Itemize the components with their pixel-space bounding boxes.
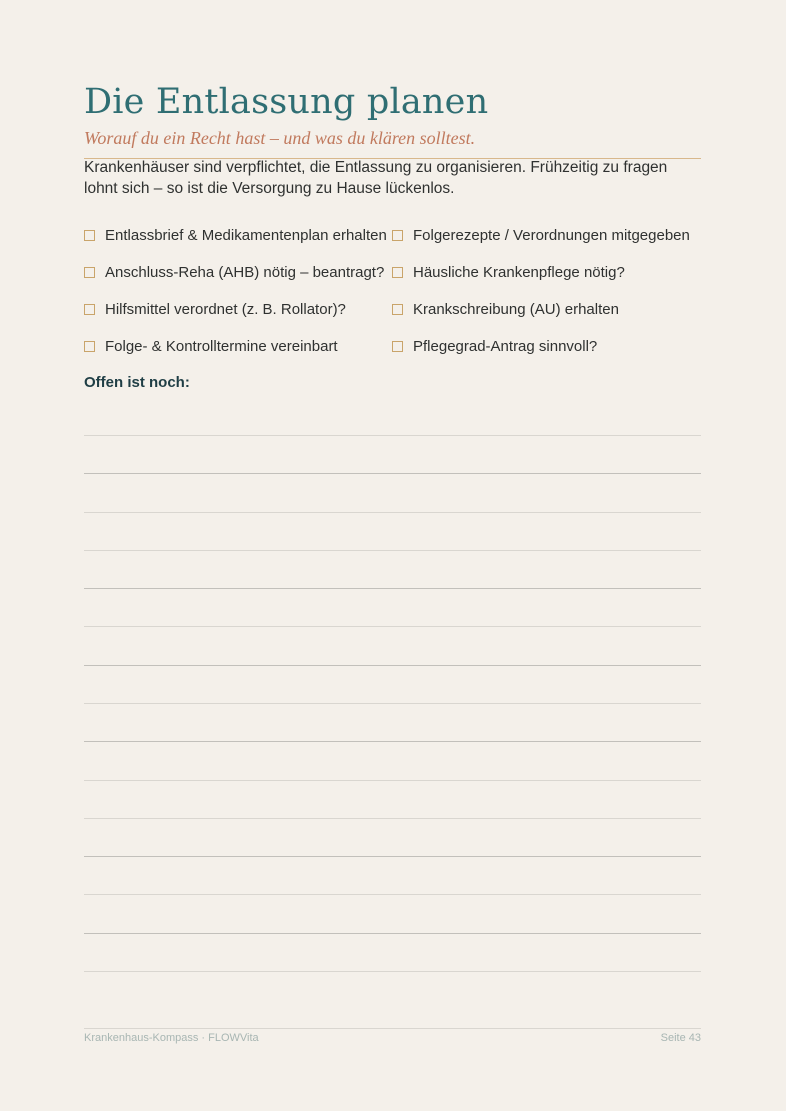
checkbox-icon[interactable] (84, 304, 95, 315)
notes-label: Offen ist noch: (84, 374, 190, 391)
checklist-item[interactable] (392, 261, 625, 283)
checkbox-icon[interactable] (84, 267, 95, 278)
page-title: Die Entlassung planen (84, 82, 489, 122)
writing-line (84, 780, 701, 781)
intro-text: Krankenhäuser sind verpflichtet, die Entlassung zu organisieren. Frühzeitig zu fragen lohnt sich – so ist die Versorgung zu Hause lückenlos. (84, 159, 668, 197)
checklist-item-label: Folge- & Kontrolltermine vereinbart (105, 337, 338, 355)
checklist-item-label: Hilfsmittel verordnet (z. B. Rollator)? (105, 300, 346, 318)
checkbox-icon[interactable] (392, 267, 403, 278)
checklist-item[interactable] (84, 335, 338, 357)
checkbox-icon[interactable] (84, 341, 95, 352)
writing-line (84, 971, 701, 972)
checklist-item-label: Häusliche Krankenpflege nötig? (413, 263, 625, 281)
checkbox-icon[interactable] (392, 341, 403, 352)
checklist-item-label: Folgerezepte / Verordnungen mitgegeben (413, 226, 690, 244)
checkbox-icon[interactable] (392, 304, 403, 315)
checkbox-icon[interactable] (392, 230, 403, 241)
checkbox-icon[interactable] (84, 230, 95, 241)
writing-line (84, 933, 701, 934)
checklist-item-label: Anschluss-Reha (AHB) nötig – beantragt? (105, 263, 385, 281)
writing-line (84, 703, 701, 704)
checklist-item-label: Pflegegrad-Antrag sinnvoll? (413, 337, 598, 355)
writing-line (84, 894, 701, 895)
checklist-item[interactable] (84, 261, 384, 283)
writing-line (84, 741, 701, 742)
page-number: Seite 43 (660, 1032, 701, 1044)
checklist-item[interactable] (392, 335, 597, 357)
page-subtitle: Worauf du ein Recht hast – und was du klären solltest. (84, 128, 476, 148)
writing-line (84, 512, 701, 513)
checklist-item[interactable] (84, 298, 346, 320)
writing-line (84, 856, 701, 857)
writing-line (84, 818, 701, 819)
writing-line (84, 665, 701, 666)
checklist-item-label: Entlassbrief & Medikamentenplan erhalten (105, 226, 387, 244)
writing-line (84, 626, 701, 627)
footer-divider (84, 1028, 701, 1029)
writing-line (84, 550, 701, 551)
writing-line (84, 435, 701, 436)
writing-line (84, 473, 701, 474)
checklist-item[interactable] (392, 298, 619, 320)
writing-line (84, 588, 701, 589)
checklist-item[interactable] (84, 224, 387, 246)
footer-source: Krankenhaus-Kompass · FLOWVita (84, 1032, 259, 1044)
checklist-item[interactable] (392, 224, 690, 246)
checklist-item-label: Krankschreibung (AU) erhalten (413, 300, 619, 318)
